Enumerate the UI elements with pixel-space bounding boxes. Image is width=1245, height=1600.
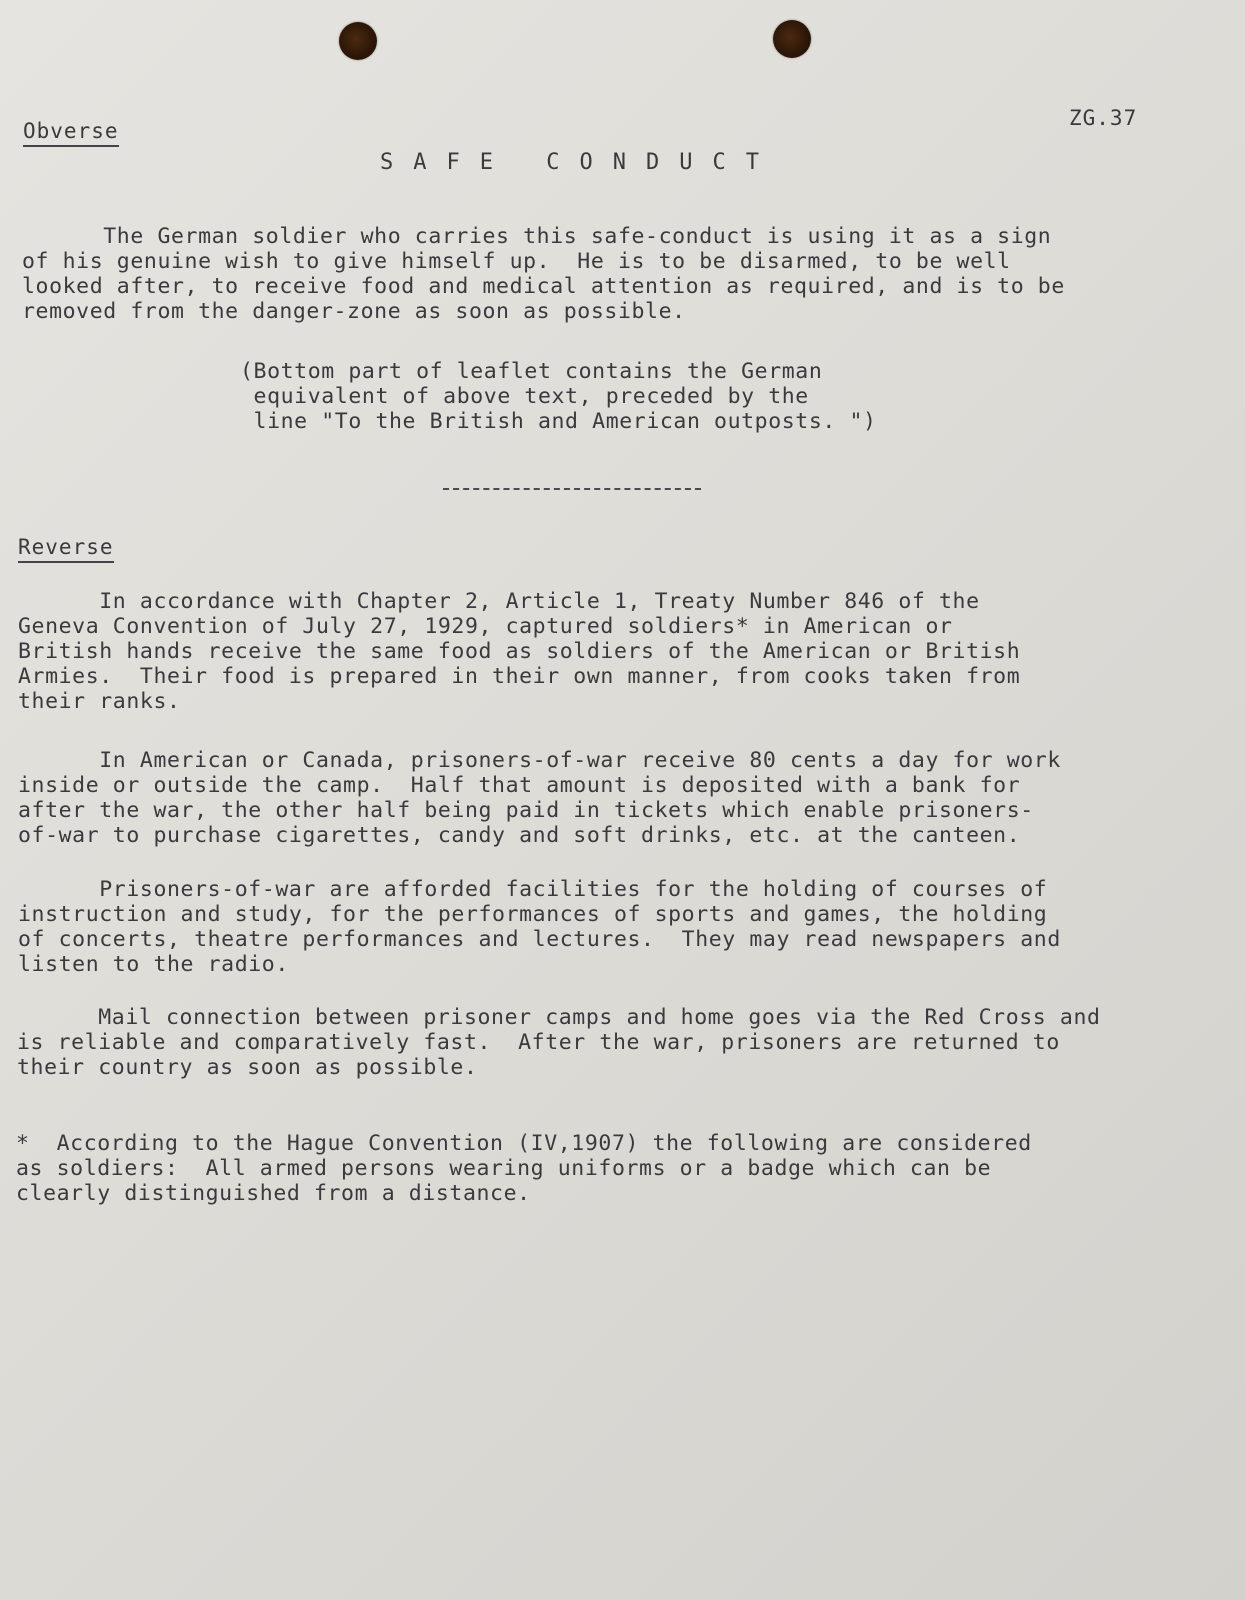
reverse-paragraph-facilities: Prisoners-of-war are afforded facilities for the holding of courses of instruction and study, for the performances of sports and games, the holding of concerts, theatre performances and lectures. They may read newspapers and listen to the radio. xyxy=(18,877,1061,977)
obverse-note: (Bottom part of leaflet contains the German equivalent of above text, preceded by the line "To the British and American outposts. ") xyxy=(240,359,877,434)
obverse-paragraph: The German soldier who carries this safe-conduct is using it as a sign of his genuine wish to give himself up. He is to be disarmed, to be well looked after, to receive food and medical attention as required, and is to be removed from the danger-zone as soon as possible. xyxy=(22,224,1065,324)
footnote: * According to the Hague Convention (IV,1907) the following are considered as soldiers: All armed persons wearing uniforms or a badge which can be clearly distinguished from a distance. xyxy=(16,1131,1032,1206)
section-divider xyxy=(443,488,701,490)
reverse-paragraph-food: In accordance with Chapter 2, Article 1, Treaty Number 846 of the Geneva Convention of July 27, 1929, captured soldiers* in American or British hands receive the same food as soldiers of the American or British Armies. Their food is prepared in their own manner, from cooks taken from their ranks. xyxy=(18,589,1021,714)
reverse-paragraph-mail: Mail connection between prisoner camps and home goes via the Red Cross and is reliable and comparatively fast. After the war, prisoners are returned to their country as soon as possible. xyxy=(17,1005,1101,1080)
obverse-heading: Obverse xyxy=(23,118,119,147)
punch-hole-left xyxy=(339,22,377,60)
reverse-paragraph-pay: In American or Canada, prisoners-of-war receive 80 cents a day for work inside or outside the camp. Half that amount is deposited with a bank for after the war, the other half being paid in tickets which enable prisoners- of-war to purchase cigarettes, candy and soft drinks, etc. at the canteen. xyxy=(18,748,1061,848)
document-reference: ZG.37 xyxy=(1069,106,1138,130)
punch-hole-right xyxy=(773,20,811,58)
document-title: SAFE CONDUCT xyxy=(380,150,779,175)
reverse-heading: Reverse xyxy=(18,534,114,563)
